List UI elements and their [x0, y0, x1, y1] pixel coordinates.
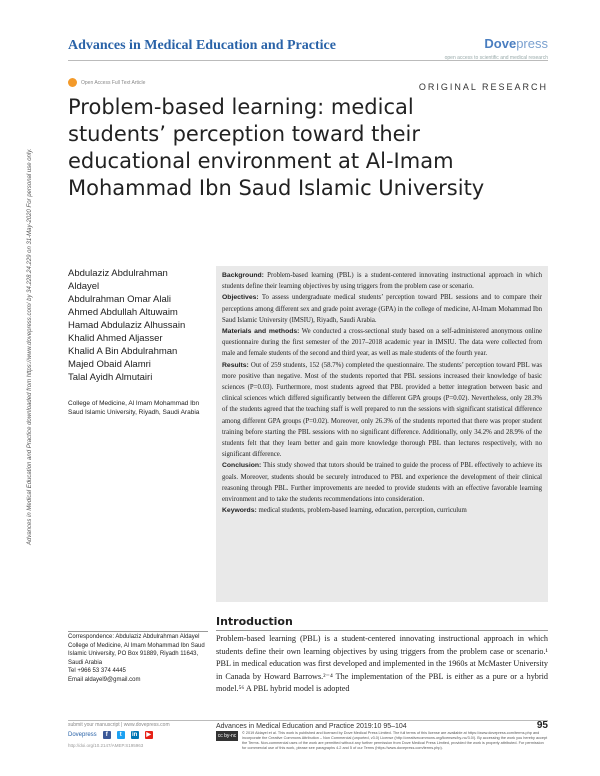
author: Ahmed Abdullah Altuwaim: [68, 307, 178, 318]
brand-tagline: open access to scientific and medical research: [444, 55, 548, 61]
introduction-heading: Introduction: [216, 615, 293, 628]
footer-divider: [68, 720, 548, 721]
open-access-label: Open Access Full Text Article: [68, 78, 145, 87]
abstract-label: Objectives:: [222, 294, 259, 302]
abstract-label: Materials and methods:: [222, 328, 300, 336]
correspondence-address: College of Medicine, Al Imam Mohammad Ibn Saud Islamic University, PO Box 91889, Riyadh 11643, Saudi Arabia: [68, 642, 205, 666]
correspondence-divider: [68, 631, 208, 632]
abstract-keywords: medical students, problem-based learning, education, perception, curriculum: [258, 507, 467, 515]
copyright-block: [216, 731, 548, 751]
header-divider: [68, 60, 548, 61]
intro-divider: [216, 630, 548, 631]
page-number: 95: [536, 720, 548, 731]
article-title: Problem-based learning: medical students’ perception toward their educational environment at Al-Imam Mohammad Ibn Saud Islamic University: [68, 95, 485, 200]
abstract-box: [216, 266, 548, 602]
abstract-methods: We conducted a cross-sectional study based on a self-administered anonymous online questionnaire during the first semester of the 2017–2018 academic year in IMSIU. The data were collected from male and female students of the second and third year, as well as male students of the fourth year.: [222, 328, 542, 358]
social-bar: [68, 731, 153, 739]
correspondence: [68, 633, 208, 684]
author: Abdulaziz Abdulrahman: [68, 268, 168, 279]
open-access-lock-icon: [68, 78, 77, 87]
author: Hamad Abdulaziz Alhussain: [68, 320, 186, 331]
facebook-icon[interactable]: f: [103, 731, 111, 739]
abstract-label: Keywords:: [222, 507, 257, 515]
doi-link[interactable]: http://doi.org/10.2147/AMEP.S195963: [68, 743, 144, 748]
author: Khalid A Bin Abdulrahman: [68, 346, 178, 357]
author-list: [68, 267, 213, 384]
abstract-conclusion: This study showed that tutors should be trained to guide the process of PBL effectively to achieve its goals. Moreover, students should be securely introduced to PBL and experience the development of their clinical reasoning through PBL. Further improvements are needed to provide students with an effective favorable learning environment and to take the students recommendations into consideration.: [222, 462, 542, 504]
author: Khalid Ahmed Aljasser: [68, 333, 163, 344]
correspondence-label: Correspondence: Abdulaziz Abdulrahman Aldayel: [68, 634, 200, 640]
publisher-logo[interactable]: [445, 36, 548, 61]
abstract-label: Results:: [222, 361, 249, 369]
submit-link[interactable]: submit your manuscript | www.dovepress.com: [68, 722, 170, 728]
abstract-background: Problem-based learning (PBL) is a student-centered innovating instructional approach in which students define their learning objectives by using triggers from the problem case or scenario.: [222, 272, 542, 291]
citation: Advances in Medical Education and Practice 2019:10 95–104: [216, 723, 407, 730]
correspondence-tel: Tel +966 53 374 4445: [68, 668, 126, 674]
introduction-text: Problem-based learning (PBL) is a student-centered innovating instructional approach in which students define their own learning objectives by using triggers from the problem case or scenario.¹ PBL in medical education was first developed and implemented in the 1960s at McMaster University in Canada by Howard Barrows.²⁻⁴ The implementation of the PBL is either as a pure or a hybrid model.⁵⁶ A PBL hybrid model is adopted: [216, 634, 548, 694]
brand-b: press: [516, 36, 548, 51]
twitter-icon[interactable]: t: [117, 731, 125, 739]
author: Talal Ayidh Almutairi: [68, 372, 153, 383]
author: Majed Obaid Alamri: [68, 359, 151, 370]
author: Aldayel: [68, 281, 100, 292]
cc-license-badge[interactable]: cc by-nc: [217, 733, 237, 739]
abstract-results: Out of 259 students, 152 (58.7%) completed the questionnaire. The students’ perception toward PBL was more positive than negative. Most of the students reported that PBL sessions increased their knowledge of basic sciences (P=0.03). Furthermore, most students agreed that PBL provided a better integration between basic and clinical sciences which differed significantly between the different GPA groups (P=0.02). Nevertheless, only 28.3% of the students agreed that the teaching staff is well prepared to run the sessions with significant statistical difference among different GPA groups (P=0.02). Moreover, only 26.3% of the students reported that there was proper student training before starting the PBL sessions with no significant difference. Additionally, only 34.2% and 28.9% of the students felt that they learn better and gain more knowledge thorough PBL than lectures respectively, with no significant difference.: [222, 361, 542, 459]
abstract-objectives: To assess undergraduate medical students’ perception toward PBL sessions and to compare their perceptions among different sex and grade point average (GPA) in the college of medicine, Al-Imam Mohammad Ibn Saud Islamic University (IMSIU), Riyadh, Saudi Arabia.: [222, 294, 543, 324]
affiliation: College of Medicine, Al Imam Mohammad Ibn Saud Islamic University, Riyadh, Saudi Arabia: [68, 400, 200, 416]
download-sidebar: Advances in Medical Education and Practice downloaded from https://www.dovepress.com/ by 34.228.24.229 on 31-May-2020 For personal use only.: [27, 148, 33, 545]
abstract-label: Conclusion:: [222, 462, 262, 470]
abstract-label: Background:: [222, 272, 264, 279]
copyright-text: © 2019 Aldayel et al. This work is published and licensed by Dove Medical Press Limited. The full terms of this license are available at https://www.dovepress.com/terms.php and incorporate the Creative Commons Attribution – Non Commercial (unported, v3.0) License (http://creativecommons.org/licenses/by-nc/3.0/). By accessing the work you hereby accept the Terms. Non-commercial uses of the work are permitted without any further permission from Dove Medical Press Limited, provided the work is properly attributed. For permission for commercial use of this work, please see paragraphs 4.2 and 5 of our Terms (https://www.dovepress.com/terms.php).: [242, 731, 548, 750]
correspondence-email[interactable]: Email aldayel9@gmail.com: [68, 676, 141, 683]
brand-a: Dove: [484, 36, 517, 51]
social-brand[interactable]: Dovepress: [68, 732, 97, 738]
linkedin-icon[interactable]: in: [132, 732, 138, 738]
author: Abdulrahman Omar Alali: [68, 294, 171, 305]
journal-name: Advances in Medical Education and Practice: [68, 38, 336, 53]
youtube-icon[interactable]: ▶: [146, 732, 151, 738]
article-type: ORIGINAL RESEARCH: [418, 82, 548, 92]
